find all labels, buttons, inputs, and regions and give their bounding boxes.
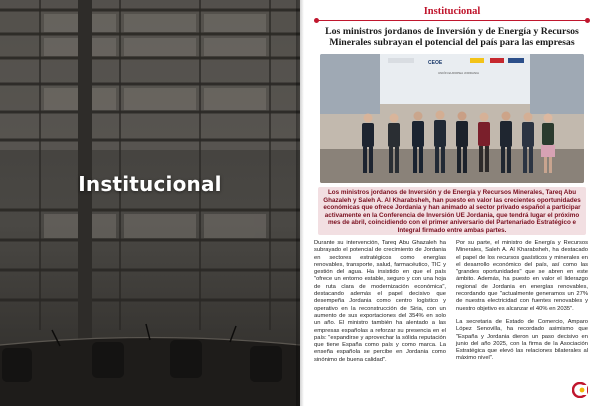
cover-title: Institucional (78, 172, 222, 196)
page-gutter-shadow (296, 0, 304, 406)
article-column-2 (456, 240, 588, 369)
group-photo-ministers (320, 54, 584, 183)
column-2-paragraph-2: La secretaria de Estado de Comercio, Amparo López Senovilla, ha recordado asimismo que "España y Jordania dieron un paso decisivo en junio del año 2025, con la firma de la Asociación Estratégica que elevó las relaciones bilaterales al máximo nivel". (456, 318, 588, 362)
column-2-paragraph-1: Por su parte, el ministro de Energía y Recursos Minerales, Saleh A. Al Kharabsheh, ha destacado el papel de los recursos gasísticos y minerales en el desarrollo económico del país, así como las "grandes oportunidades" que se abren en este ámbito. Además, ha puesto en valor el liderazgo regional de Jordania en energías renovables, recordando que "actualmente generamos un 27% de nuestra electricidad con fuentes renovables y nuestro objetivo es alcanzar el 40% en 2035". (456, 240, 588, 312)
article-headline: Los ministros jordanos de Inversión y de Energía y Recursos Minerales subrayan el potencial del país para las empresas (325, 26, 579, 48)
right-page (304, 0, 600, 406)
article-photo (320, 54, 584, 183)
publisher-logo-icon (572, 382, 588, 398)
article-column-1: Durante su intervención, Tareq Abu Ghazaleh ha subrayado el potencial de crecimiento de Jordania en sectores estratégicos como energías renovables, transporte, salud, farmacéutico, TIC y gestión del agua. Ha insistido en que el país "ofrece un entorno estable, seguro y con una hoja de ruta clara de modernización económica", destacando además el papel decisivo que desempeña Jordania como centro logístico y operativo en la reconstrucción de Siria, con un aumento de sus exportaciones del 354% en solo un año. El ministro también ha alentado a las empresas españolas a reforzar su presencia en el país: "expandirse y aprovechar la sólida reputación que tiene España como país y como marca. La enseña española se percibe en Jordania como sinónimo de buena calidad". (314, 240, 446, 363)
section-label: Institucional (423, 6, 481, 17)
screen-text: UNIÓN EUROPEA JORDANIA (438, 71, 480, 75)
photo-caption: Los ministros jordanos de Inversión y de Energía y Recursos Minerales, Tareq Abu Ghazaleh y Saleh A. Al Kharabsheh, han puesto en valor las crecientes oportunidades económicas que ofrece Jordania y han animado al sector privado español a participar activamente en la Conferencia de Inversión UE Jordania, que tendrá lugar el próximo mes de abril, coincidiendo con el primer aniversario del Partenariado Estratégico e Integral firmado entre ambas partes. (318, 187, 586, 235)
section-rule (316, 20, 588, 21)
screen-brand: CEOE (428, 60, 443, 66)
